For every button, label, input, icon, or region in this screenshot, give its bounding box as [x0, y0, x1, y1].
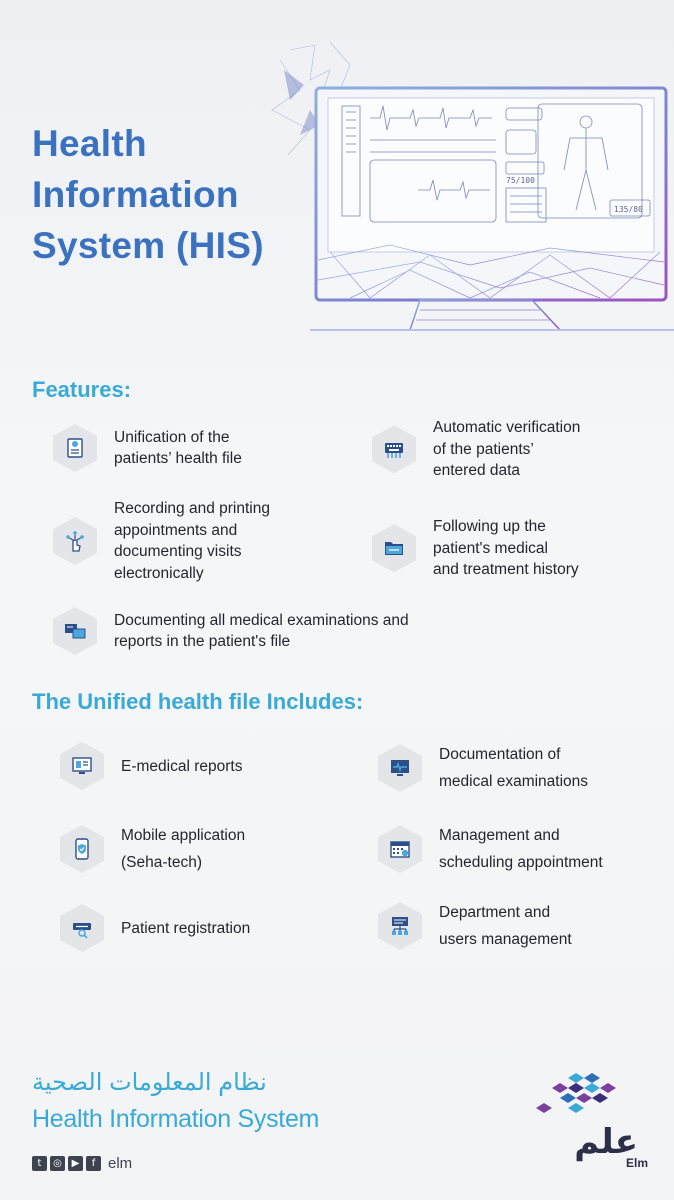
facebook-icon[interactable]: f: [86, 1156, 101, 1171]
feature-item: [53, 498, 270, 584]
include-text: Patient registration: [121, 919, 251, 937]
title-line-3: System (HIS): [32, 225, 264, 266]
mobile-shield-icon: [70, 837, 94, 861]
title-line-2: Information: [32, 174, 239, 215]
health-file-icon: [63, 436, 87, 460]
include-text: Mobile application (Seha-tech): [121, 827, 246, 871]
feature-text: Unification of the patients’ health file: [114, 428, 242, 467]
social-links: [32, 1155, 132, 1172]
reading-2: 135/80: [614, 205, 643, 214]
logo-arabic-text: علم: [574, 1122, 638, 1162]
screens-icon: [63, 619, 87, 643]
social-handle[interactable]: elm: [108, 1155, 133, 1172]
folder-icon: [382, 536, 406, 560]
feature-text: Automatic verification of the patients’ entered data: [433, 419, 581, 479]
feature-item: [372, 417, 580, 482]
page-title: [32, 118, 264, 271]
include-text: Department and users management: [439, 904, 572, 948]
org-chart-icon: [388, 914, 412, 938]
feature-item: [53, 607, 409, 655]
instagram-icon[interactable]: ◎: [50, 1156, 65, 1171]
feature-text: Recording and printing appointments and documenting visits electronically: [114, 500, 270, 582]
include-item: [60, 742, 242, 790]
touch-network-icon: [63, 529, 87, 553]
include-item: [60, 904, 250, 952]
monitor-illustration: [270, 40, 674, 340]
includes-heading: The Unified health file Includes:: [32, 689, 364, 714]
youtube-icon[interactable]: ▶: [68, 1156, 83, 1171]
footer-arabic-title: نظام المعلومات الصحية: [32, 1069, 267, 1096]
twitter-icon[interactable]: t: [32, 1156, 47, 1171]
include-text: Management and scheduling appointment: [439, 827, 603, 871]
report-icon: [70, 754, 94, 778]
include-text: E-medical reports: [121, 757, 243, 775]
monitor-pulse-icon: [388, 756, 412, 780]
feature-item: [53, 424, 242, 472]
include-item: [378, 822, 603, 876]
feature-text: Documenting all medical examinations and reports in the patient's file: [114, 611, 409, 650]
registration-icon: [70, 916, 94, 940]
reading-1: 75/100: [506, 176, 535, 185]
include-item: [378, 741, 588, 795]
keyboard-icon: [382, 437, 406, 461]
include-text: Documentation of medical examinations: [439, 746, 589, 790]
feature-text: Following up the patient's medical and treatment history: [433, 518, 579, 578]
title-line-1: Health: [32, 123, 147, 164]
calendar-icon: [388, 837, 412, 861]
logo-text: Elm: [626, 1156, 649, 1170]
feature-item: [372, 516, 579, 581]
include-item: [378, 899, 572, 953]
features-heading: Features:: [32, 377, 132, 402]
include-item: [60, 822, 245, 876]
footer-english-title: Health Information System: [32, 1105, 320, 1133]
